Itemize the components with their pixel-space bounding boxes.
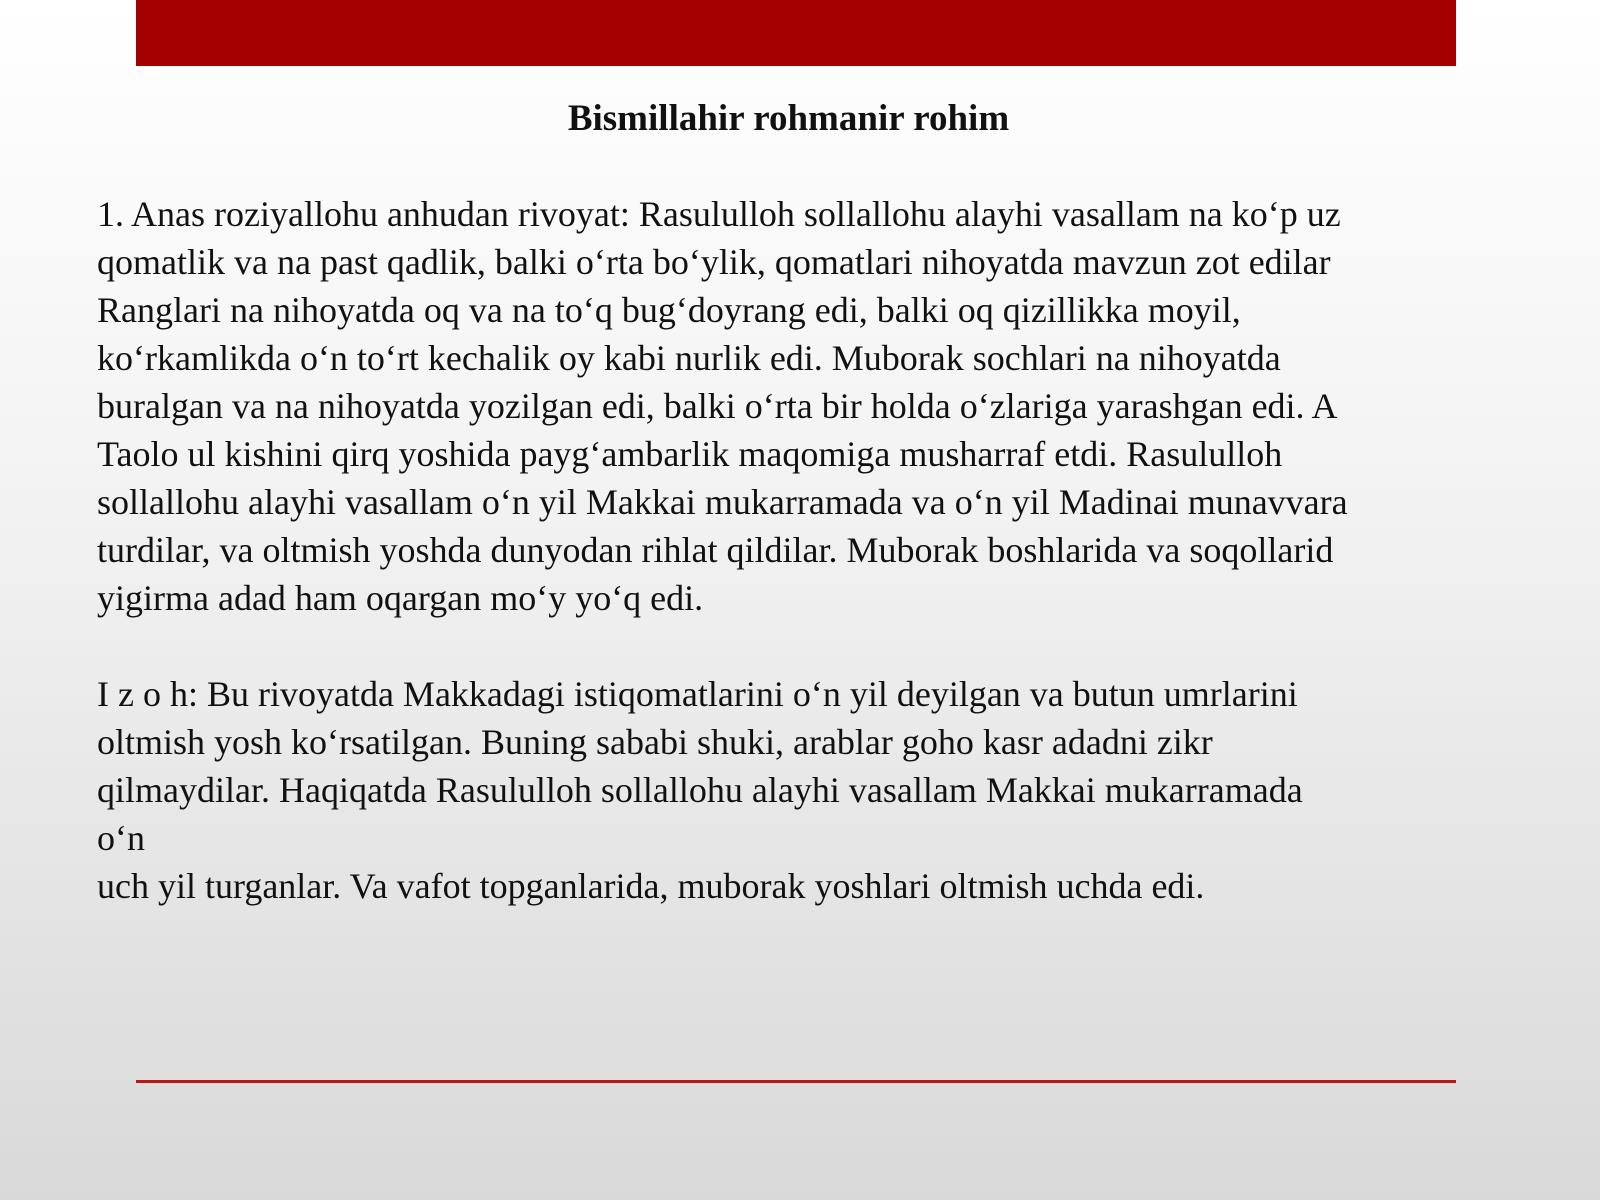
text-line: oltmish yosh ko‘rsatilgan. Buning sababi shuki, arablar goho kasr adadni zikr — [97, 722, 1213, 762]
header-accent-bar — [136, 0, 1456, 66]
text-line: sollallohu alayhi vasallam o‘n yil Makkai mukarramada va o‘n yil Madinai munavvara — [97, 482, 1348, 522]
text-line: turdilar, va oltmish yoshda dunyodan rihlat qildilar. Muborak boshlarida va soqollarid — [97, 530, 1334, 570]
paragraph-explanation — [97, 670, 1497, 910]
paragraph-spacer — [97, 622, 1497, 670]
footer-accent-rule — [136, 1080, 1456, 1083]
text-line: yigirma adad ham oqargan mo‘y yo‘q edi. — [97, 578, 704, 618]
text-line: uch yil turganlar. Va vafot topganlarida, muborak yoshlari oltmish uchda edi. — [97, 866, 1205, 906]
text-line: qilmaydilar. Haqiqatda Rasululloh sollallohu alayhi vasallam Makkai mukarramada — [97, 770, 1303, 810]
slide-body — [97, 190, 1497, 910]
text-line: Ranglari na nihoyatda oq va na to‘q bug‘doyrang edi, balki oq qizillikka moyil, — [97, 290, 1241, 330]
text-line: qomatlik va na past qadlik, balki o‘rta bo‘ylik, qomatlari nihoyatda mavzun zot edilar — [97, 242, 1331, 282]
text-line: 1. Anas roziyallohu anhudan rivoyat: Rasululloh sollallohu alayhi vasallam na ko‘p uz — [97, 194, 1341, 234]
slide-title: Bismillahir rohmanir rohim — [567, 98, 1010, 139]
text-line: Taolo ul kishini qirq yoshida payg‘ambarlik maqomiga musharraf etdi. Rasululloh — [97, 434, 1283, 474]
paragraph-hadith — [97, 190, 1497, 622]
text-line: I z o h: Bu rivoyatda Makkadagi istiqomatlarini o‘n yil deyilgan va butun umrlarini — [97, 674, 1298, 714]
text-line: o‘n — [97, 818, 145, 858]
text-line: ko‘rkamlikda o‘n to‘rt kechalik oy kabi nurlik edi. Muborak sochlari na nihoyatda — [97, 338, 1281, 378]
text-line: buralgan va na nihoyatda yozilgan edi, balki o‘rta bir holda o‘zlariga yarashgan edi. A — [97, 386, 1338, 426]
